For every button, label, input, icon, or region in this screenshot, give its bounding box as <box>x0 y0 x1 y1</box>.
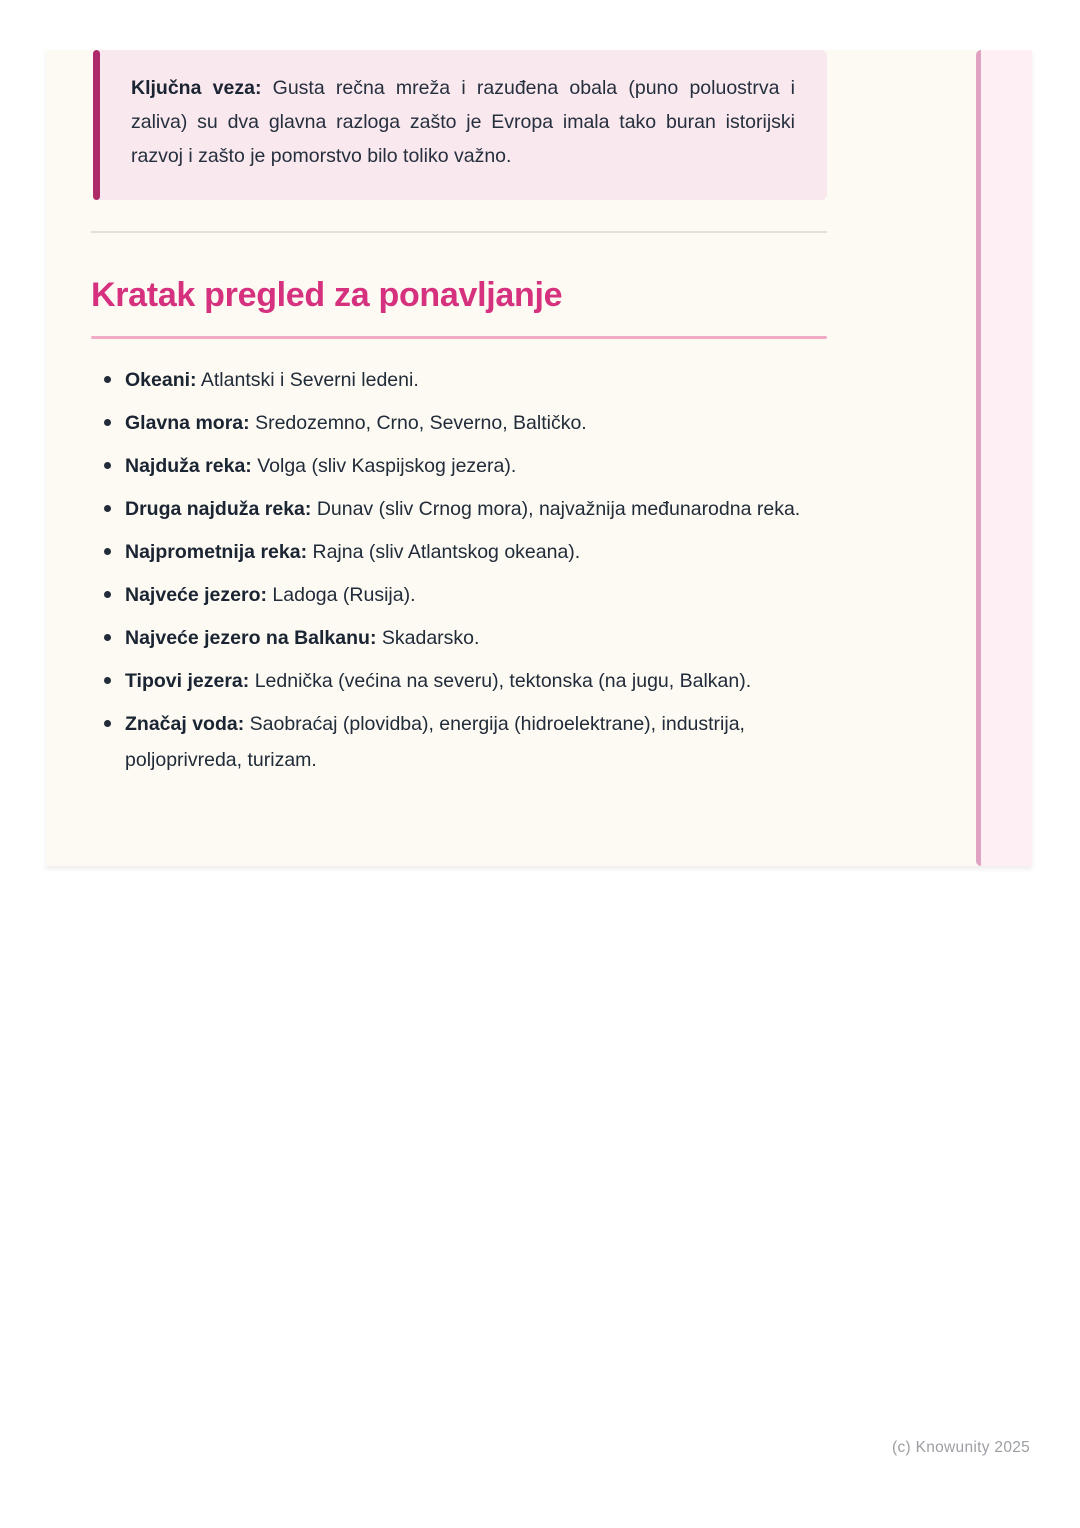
section-title: Kratak pregled za ponavljanje <box>91 276 563 314</box>
section-divider <box>91 231 827 233</box>
callout-body: Gusta rečna mreža i razuđena obala (puno poluostrva i zaliva) su dva glavna razloga zašto je Evropa imala tako buran istorijski razvoj i zašto je pomorstvo bilo toliko važno. <box>131 77 795 167</box>
item-text: Dunav (sliv Crnog mora), najvažnija međunarodna reka. <box>316 498 801 520</box>
callout-label: Ključna veza: <box>131 77 262 99</box>
item-label: Okeani: <box>125 369 197 391</box>
summary-list <box>103 362 815 785</box>
item-text: Sredozemno, Crno, Severno, Baltičko. <box>255 412 587 434</box>
item-text: Skadarsko. <box>381 627 480 649</box>
list-item <box>103 706 815 778</box>
notes-sheet <box>46 50 1032 866</box>
item-label: Glavna mora: <box>125 412 250 434</box>
copyright-footer: (c) Knowunity 2025 <box>892 1439 1031 1456</box>
list-item <box>103 663 815 699</box>
list-item <box>103 362 815 398</box>
item-label: Najveće jezero: <box>125 584 267 606</box>
item-label: Tipovi jezera: <box>125 670 250 692</box>
item-text: Rajna (sliv Atlantskog okeana). <box>312 541 581 563</box>
list-item <box>103 491 815 527</box>
item-text: Lednička (većina na severu), tektonska (na jugu, Balkan). <box>254 670 752 692</box>
list-item <box>103 620 815 656</box>
item-label: Najprometnija reka: <box>125 541 308 563</box>
list-item <box>103 577 815 613</box>
item-label: Najveće jezero na Balkanu: <box>125 627 377 649</box>
right-edge-callout-stripe <box>976 50 1032 866</box>
item-text: Atlantski i Severni ledeni. <box>200 369 419 391</box>
title-underline <box>91 336 827 339</box>
list-item <box>103 448 815 484</box>
item-label: Značaj voda: <box>125 713 245 735</box>
list-item <box>103 534 815 570</box>
item-text: Ladoga (Rusija). <box>272 584 416 606</box>
callout-accent-bar <box>93 50 100 200</box>
item-text: Volga (sliv Kaspijskog jezera). <box>257 455 517 477</box>
item-label: Najduža reka: <box>125 455 252 477</box>
item-text: Saobraćaj (plovidba), energija (hidroelektrane), industrija, poljoprivreda, turizam. <box>125 713 745 771</box>
callout-text <box>131 71 795 173</box>
key-connection-callout <box>93 50 827 200</box>
list-item <box>103 405 815 441</box>
item-label: Druga najduža reka: <box>125 498 312 520</box>
